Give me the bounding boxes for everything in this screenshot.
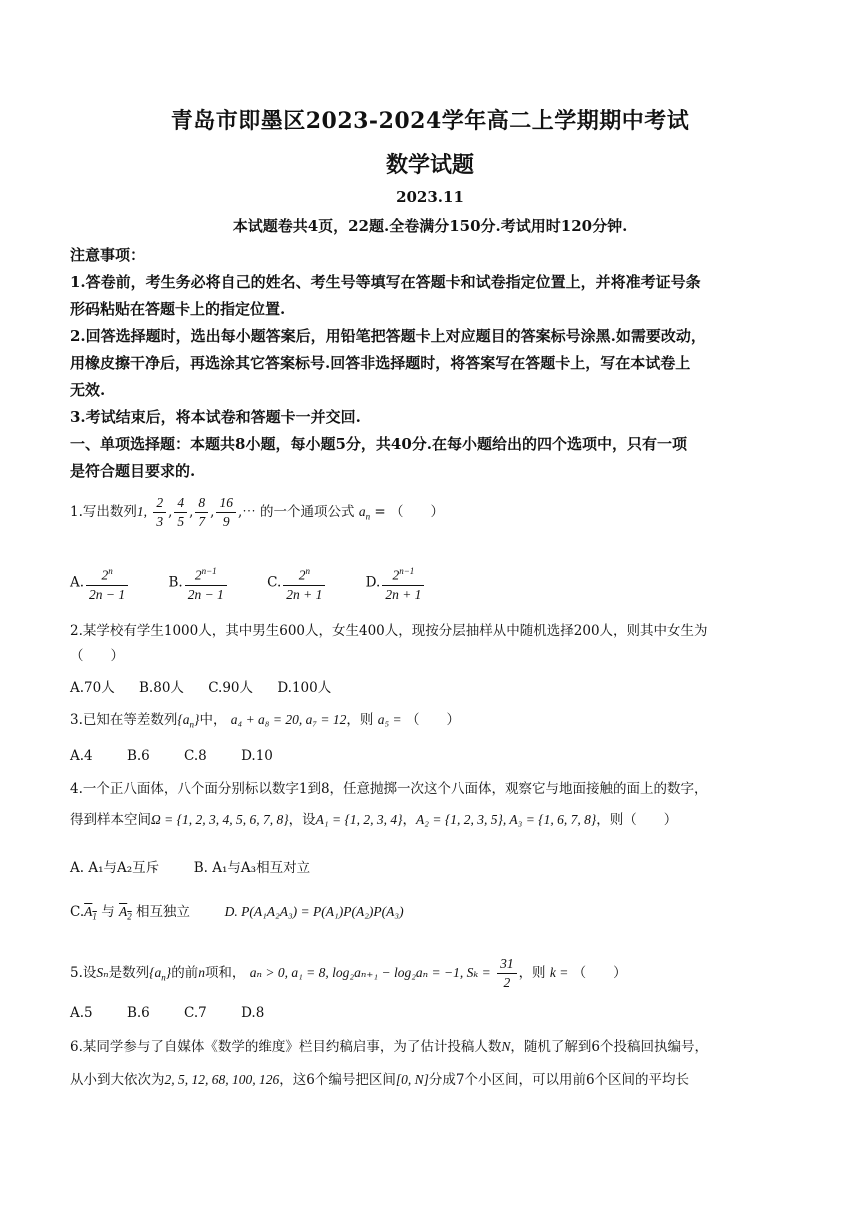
q2-line-2: （ ） bbox=[70, 648, 124, 664]
q6-n: N bbox=[501, 1039, 511, 1054]
q4-line-2: 得到样本空间Ω = {1, 2, 3, 4, 5, 6, 7, 8}，设A₁ = {1, 2, 3, 4}，A₂ = {1, 2, 3, 5}, A₃ = {1, 6, 7, 8}，则（ ） bbox=[70, 812, 678, 828]
q4-omega: Ω = {1, 2, 3, 4, 5, 6, 7, 8} bbox=[151, 812, 289, 827]
q3-option-c: C.8 bbox=[184, 747, 207, 764]
q5-mid2: 的前 bbox=[171, 965, 199, 981]
q5-post: ，则 bbox=[518, 965, 546, 981]
q1-prefix: 1.写出数列 bbox=[70, 504, 137, 520]
q4-option-c-text: 相互独立 bbox=[136, 904, 191, 920]
q4-options-cd: $C.A_1$ 与 $A_2$ 相互独立 D. P(A₁A₂A₃) = P(A₁)P(A₂)P(A₃) bbox=[70, 904, 404, 922]
q5-n: n bbox=[198, 965, 205, 980]
q3-prefix: 3.已知在等差数列 bbox=[70, 712, 178, 728]
question-3: 3.已知在等差数列$\{a_n\}$中， a₄ + a₈ = 20, a₇ = 12，则 a₅ = （ ） bbox=[70, 712, 460, 730]
q3-condition: a₄ + a₈ = 20, a₇ = 12 bbox=[230, 712, 347, 727]
q6-l1-post: ，随机了解到6个投稿回执编号， bbox=[510, 1039, 708, 1055]
exam-subject: 数学试题 bbox=[385, 152, 474, 178]
q1-tail: （ ） bbox=[390, 504, 444, 520]
exam-title: 青岛市即墨区2023-2024学年高二上学期期中考试 bbox=[170, 108, 690, 134]
q2-line-1: 2.某学校有学生1000人，其中男生600人，女生400人，现按分层抽样从中随机选择200人，则其中女生为 bbox=[70, 623, 708, 639]
notice-line-3: 2.回答选择题时，选出每小题答案后，用铅笔把答题卡上对应题目的答案标号涂黑.如需要改动， bbox=[70, 327, 706, 345]
section1-line-2: 是符合题目要求的. bbox=[70, 462, 196, 480]
q6-line-1 bbox=[70, 1037, 708, 1057]
q6-interval: [0, N] bbox=[395, 1072, 429, 1087]
notice-line-2: 形码粘贴在答题卡上的指定位置. bbox=[70, 300, 286, 318]
q4-option-c-and: 与 bbox=[101, 904, 115, 920]
notice-line-1: 1.答卷前，考生务必将自己的姓名、考生号等填写在答题卡和试卷指定位置上，并将准考证号条 bbox=[70, 273, 701, 291]
q6-line-2 bbox=[70, 1070, 689, 1090]
q1-option-a-label: A. bbox=[70, 574, 85, 591]
q4-l2-mid: ，设 bbox=[288, 812, 316, 828]
notice-heading: 注意事项： bbox=[70, 246, 146, 264]
q2-option-a: A.70人 bbox=[70, 680, 115, 696]
q5-option-d: D.8 bbox=[241, 1004, 265, 1021]
q4-a2-a3-sets: A₂ = {1, 2, 3, 5}, A₃ = {1, 6, 7, 8} bbox=[416, 812, 597, 827]
q5-mid3: 项和， bbox=[204, 965, 246, 981]
q3-post: ，则 bbox=[346, 712, 374, 728]
q3-option-d: D.10 bbox=[241, 747, 273, 764]
q5-option-a: A.5 bbox=[70, 1004, 93, 1021]
q5-mid: 是数列 bbox=[108, 965, 150, 981]
q4-options-ab bbox=[70, 858, 310, 878]
q1-options: A. $\frac{2^n}{2n - 1}$ B. $\frac{2^{n-1}}{2n - 1}$ C. $\frac{2^n}{2n + 1}$ D. $\frac{2^{n-1}}{2n + 1}$ bbox=[70, 562, 460, 604]
q4-option-a: A. A₁与A₂互斥 bbox=[70, 860, 160, 876]
q3-option-b: B.6 bbox=[126, 747, 150, 764]
q4-option-b: B. A₁与A₃相互对立 bbox=[193, 860, 311, 876]
q5-option-c: C.7 bbox=[184, 1004, 207, 1021]
q3-ask: a₅ = bbox=[377, 712, 402, 727]
q2-options bbox=[70, 676, 365, 696]
q4-a1-set: A₁ = {1, 2, 3, 4} bbox=[315, 812, 403, 827]
question-1: 1.写出数列1, $\frac{2}{3}$ , $\frac{4}{5}$ , $\frac{8}{7}$ , $\frac{16}{9}$ ,⋯ 的一个通项公式 $a_n$ = （ ） bbox=[70, 495, 444, 529]
notice-line-6: 3.考试结束后，将本试卷和答题卡一并交回. bbox=[70, 408, 361, 426]
q1-post: 的一个通项公式 bbox=[260, 504, 355, 520]
q1-option-b-label: B. bbox=[168, 574, 183, 591]
notice-line-5: 无效. bbox=[70, 381, 106, 399]
exam-date: 2023.11 bbox=[396, 188, 464, 206]
q3-tail: （ ） bbox=[405, 712, 460, 728]
q5-prefix: 5.设 bbox=[70, 965, 97, 981]
q3-options bbox=[70, 747, 307, 764]
section1-line-1: 一、单项选择题：本题共8小题，每小题5分，共40分.在每小题给出的四个选项中，只有一项 bbox=[70, 435, 687, 453]
q4-l2-post: ，则（ ） bbox=[596, 812, 678, 828]
q3-mid: 中， bbox=[199, 712, 227, 728]
q6-l2-prefix: 从小到大依次为 bbox=[70, 1072, 165, 1088]
q6-l2-post: 分成7个小区间，可以用前6个区间的平均长 bbox=[428, 1072, 690, 1088]
q5-sn: Sₙ bbox=[96, 965, 109, 980]
q1-option-d-label: D. bbox=[365, 574, 381, 591]
q5-condition: aₙ > 0, a₁ = 8, log₂aₙ₊₁ − log₂aₙ = −1, Sₖ = bbox=[249, 965, 491, 980]
q6-l2-mid: ，这6个编号把区间 bbox=[279, 1072, 396, 1088]
q4-l2-prefix: 得到样本空间 bbox=[70, 812, 151, 828]
q1-option-c-label: C. bbox=[267, 574, 282, 591]
q2-option-b: B.80人 bbox=[139, 680, 184, 696]
q2-option-d: D.100人 bbox=[277, 680, 332, 696]
q5-tail: （ ） bbox=[572, 965, 627, 981]
q4-option-d: D. P(A₁A₂A₃) = P(A₁)P(A₂)P(A₃) bbox=[224, 904, 404, 919]
q4-line-1: 4.一个正八面体，八个面分别标以数字1到8，任意抛掷一次这个八面体，观察它与地面接触的面上的数字， bbox=[70, 781, 708, 797]
q6-l1-text: 6.某同学参与了自媒体《数学的维度》栏目约稿启事，为了估计投稿人数 bbox=[70, 1039, 502, 1055]
q5-ask: k = bbox=[549, 965, 569, 980]
exam-info: 本试题卷共4页，22题.全卷满分150分.考试用时120分钟. bbox=[232, 217, 628, 235]
notice-line-4: 用橡皮擦干净后，再选涂其它答案标号.回答非选择题时，将答案写在答题卡上，写在本试卷上 bbox=[70, 354, 691, 372]
q3-option-a: A.4 bbox=[70, 747, 93, 764]
q5-options bbox=[70, 1004, 298, 1021]
q5-option-b: B.6 bbox=[126, 1004, 150, 1021]
q6-numbers: 2, 5, 12, 68, 100, 126 bbox=[164, 1072, 280, 1087]
question-5: 5.设Sₙ是数列$\{a_n\}$的前n项和， aₙ > 0, a₁ = 8, log₂aₙ₊₁ − log₂aₙ = −1, Sₖ = $\frac{31}{2}$ ，则 k = （ ） bbox=[70, 956, 627, 990]
q2-option-c: C.90人 bbox=[208, 680, 254, 696]
